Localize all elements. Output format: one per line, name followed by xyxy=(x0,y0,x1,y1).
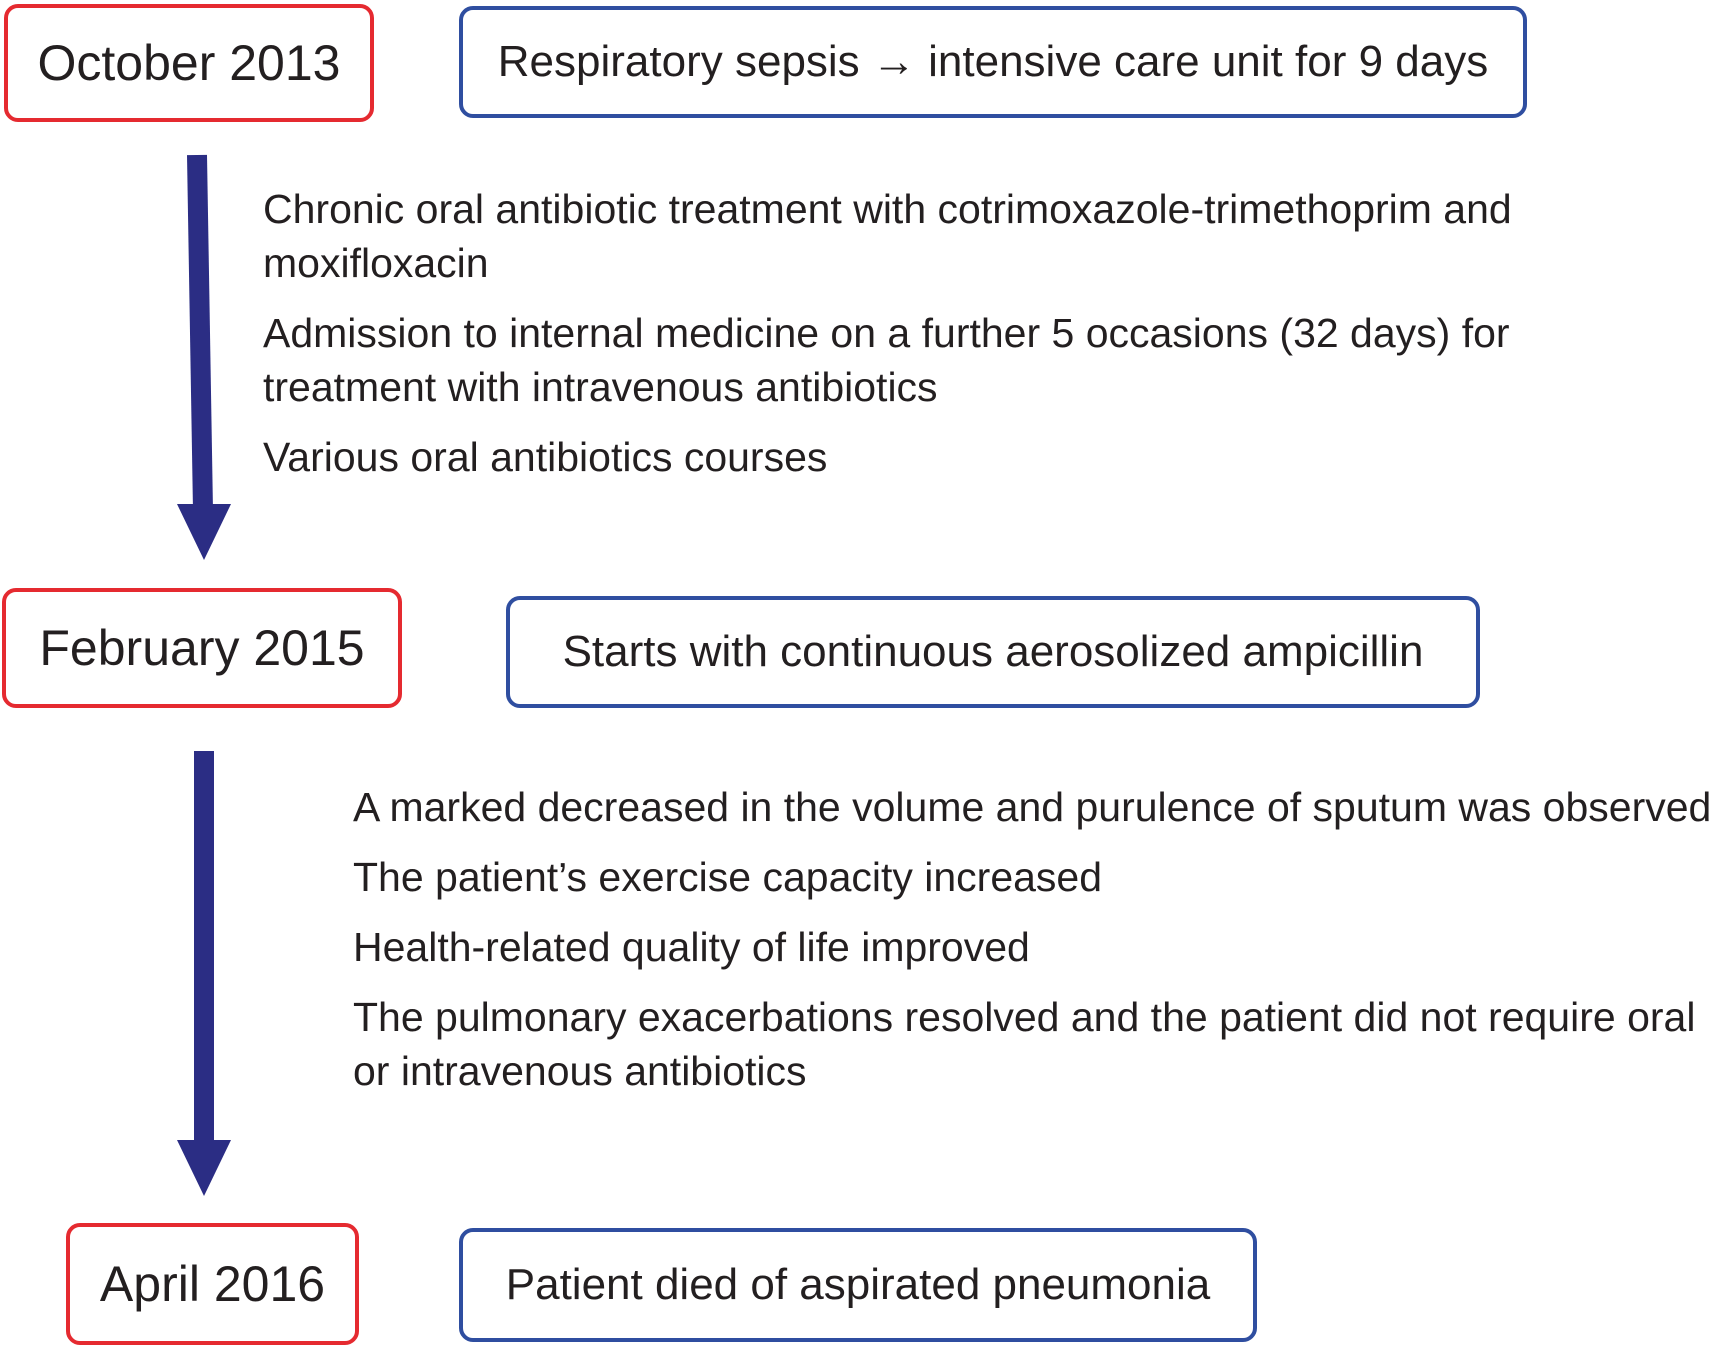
notes-block-1 xyxy=(263,182,1653,500)
date-label: October 2013 xyxy=(37,35,341,91)
arrow-head xyxy=(177,1140,231,1196)
timeline-arrow-1 xyxy=(170,155,240,565)
date-label: February 2015 xyxy=(39,620,365,676)
date-box-april-2016 xyxy=(66,1223,359,1345)
note-item: The patient’s exercise capacity increased xyxy=(353,854,1103,900)
note-item: The pulmonary exacerbations resolved and the patient did not require oral or intravenous antibiotics xyxy=(353,994,1696,1094)
event-label: Starts with continuous aerosolized ampicillin xyxy=(562,627,1424,676)
date-box-february-2015 xyxy=(2,588,402,708)
arrow-head xyxy=(177,504,231,560)
notes-block-2 xyxy=(353,780,1728,1114)
note-item: Health-related quality of life improved xyxy=(353,924,1030,970)
note-item: Various oral antibiotics courses xyxy=(263,434,828,480)
date-box-october-2013 xyxy=(4,4,374,122)
date-label: April 2016 xyxy=(99,1256,326,1312)
event-label: Respiratory sepsis → intensive care unit for 9 days xyxy=(497,37,1489,86)
event-box-respiratory-sepsis xyxy=(459,6,1527,118)
event-box-patient-died xyxy=(459,1228,1257,1342)
note-item: A marked decreased in the volume and purulence of sputum was observed xyxy=(353,784,1712,830)
note-item: Chronic oral antibiotic treatment with cotrimoxazole-trimethoprim and moxifloxacin xyxy=(263,186,1512,286)
event-label: Patient died of aspirated pneumonia xyxy=(505,1260,1211,1309)
event-box-aerosolized-ampicillin xyxy=(506,596,1480,708)
note-item: Admission to internal medicine on a further 5 occasions (32 days) for treatment with intravenous antibiotics xyxy=(263,310,1510,410)
arrow-shaft xyxy=(197,155,203,511)
timeline-arrow-2 xyxy=(170,751,240,1201)
